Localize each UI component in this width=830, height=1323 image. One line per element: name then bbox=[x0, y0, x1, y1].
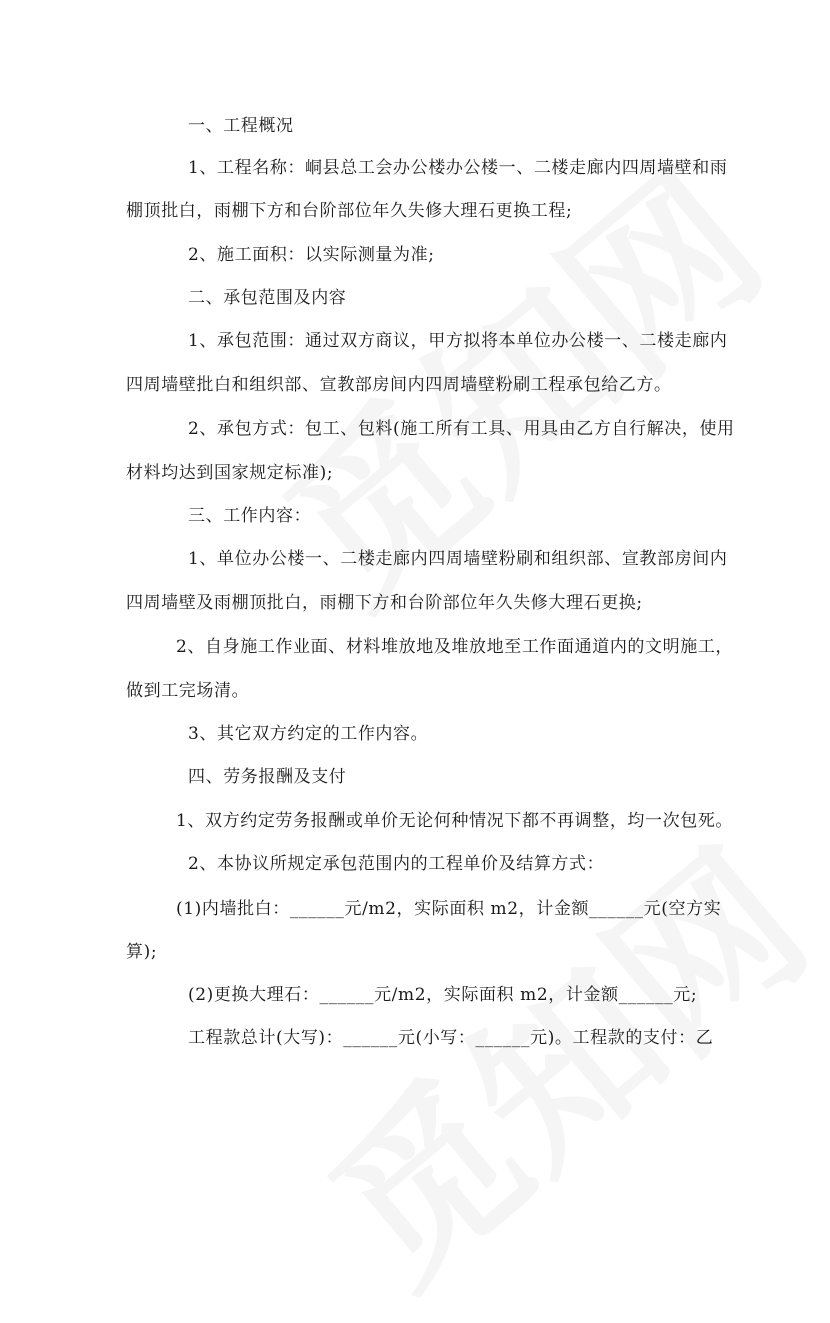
section-heading-4: 四、劳务报酬及支付 bbox=[188, 767, 347, 787]
paragraph-line: 四周墙壁批白和组织部、宣教部房间内四周墙壁粉刷工程承包给乙方。 bbox=[126, 375, 672, 395]
paragraph-line: 四周墙壁及雨棚顶批白，雨棚下方和台阶部位年久失修大理石更换; bbox=[126, 593, 643, 613]
paragraph-line: 1、工程名称：峒县总工会办公楼办公楼一、二楼走廊内四周墙壁和雨 bbox=[188, 158, 728, 178]
paragraph-line: 做到工完场清。 bbox=[126, 681, 250, 701]
section-heading-3: 三、工作内容： bbox=[188, 506, 312, 526]
paragraph-line: (2)更换大理石：______元/m2，实际面积 m2，计金额______元; bbox=[188, 985, 698, 1005]
paragraph-line: 1、双方约定劳务报酬或单价无论何种情况下都不再调整，均一次包死。 bbox=[176, 811, 734, 831]
section-heading-2: 二、承包范围及内容 bbox=[188, 288, 347, 308]
paragraph-line: 1、单位办公楼一、二楼走廊内四周墙壁粉刷和组织部、宣教部房间内 bbox=[188, 549, 728, 569]
paragraph-line: 工程款总计(大写)：______元(小写：______元)。工程款的支付：乙 bbox=[188, 1028, 714, 1048]
paragraph-line: 2、承包方式：包工、包料(施工所有工具、用具由乙方自行解决，使用 bbox=[188, 419, 735, 439]
paragraph-line: 2、自身施工作业面、材料堆放地及堆放地至工作面通道内的文明施工， bbox=[176, 637, 734, 657]
paragraph-line: 2、施工面积：以实际测量为准; bbox=[188, 245, 435, 265]
paragraph-line: 材料均达到国家规定标准); bbox=[126, 463, 334, 483]
paragraph-line: 算); bbox=[126, 942, 158, 962]
paragraph-line: 棚顶批白，雨棚下方和台阶部位年久失修大理石更换工程; bbox=[126, 201, 573, 221]
paragraph-line: 1、承包范围：通过双方商议，甲方拟将本单位办公楼一、二楼走廊内 bbox=[188, 331, 728, 351]
paragraph-line: 3、其它双方约定的工作内容。 bbox=[188, 724, 429, 744]
paragraph-line: 2、本协议所规定承包范围内的工程单价及结算方式： bbox=[188, 854, 605, 874]
paragraph-line: (1)内墙批白：______元/m2，实际面积 m2，计金额______元(空方实 bbox=[176, 899, 722, 919]
section-heading-1: 一、工程概况 bbox=[188, 116, 294, 136]
